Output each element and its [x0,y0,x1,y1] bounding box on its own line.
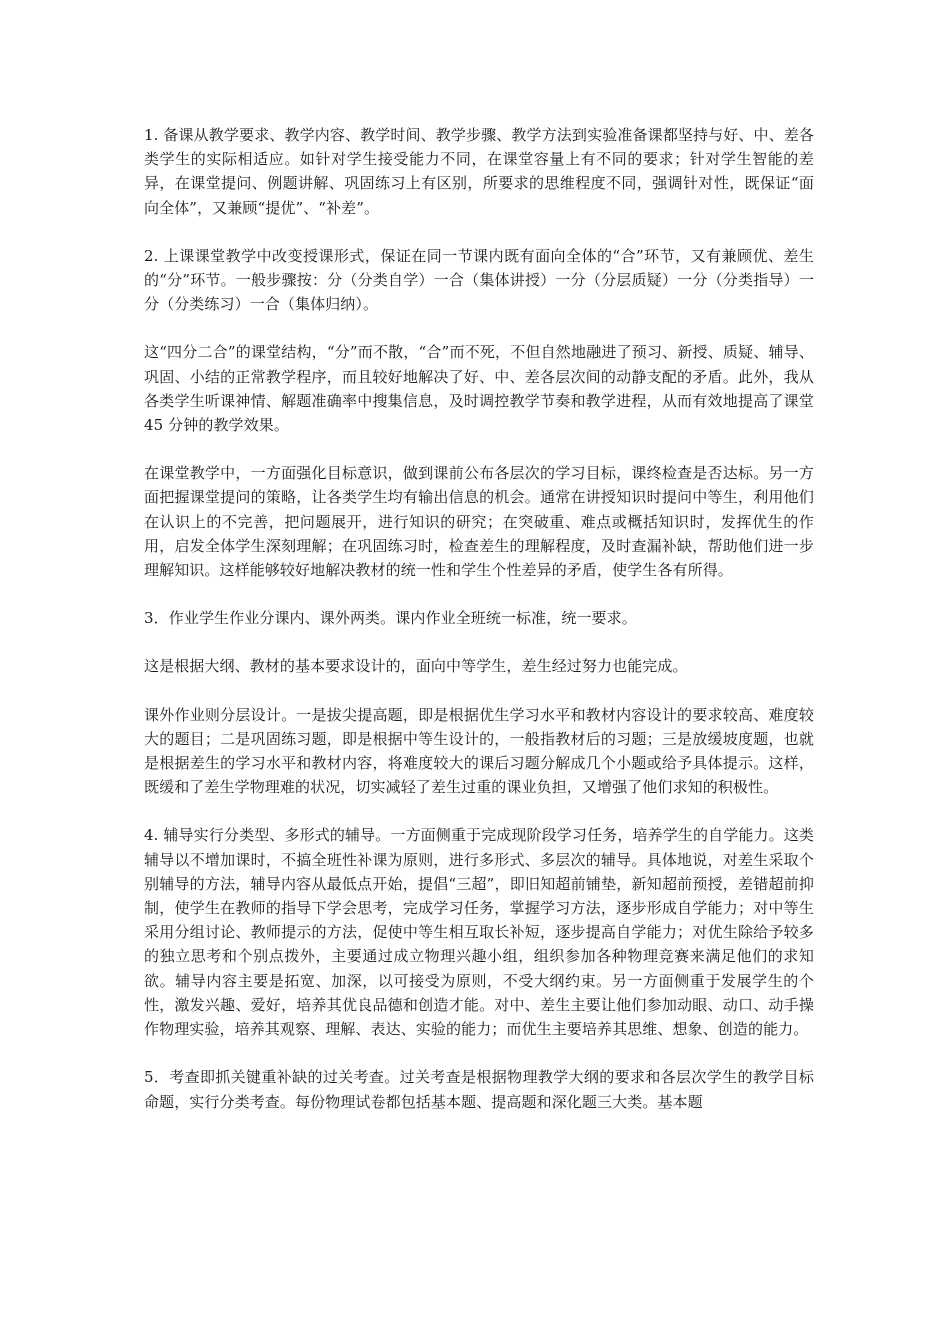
paragraph-layered-homework: 课外作业则分层设计。一是拔尖提高题，即是根据优生学习水平和教材内容设计的要求较高、难度较大的题目；二是巩固练习题，即是根据中等生设计的，一般指教材后的习题；三是放缓坡度题，也就是根据差生的学习水平和教材内容，将难度较大的课后习题分解成几个小题或给予具体提示。这样，既缓和了差生学物理难的状况，切实减轻了差生过重的课业负担，又增强了他们求知的积极性。 [144,705,814,797]
document-body [144,123,814,1138]
paragraph-class-structure: 这“四分二合”的课堂结构，“分”而不散，“合”而不死，不但自然地融进了预习、新授、质疑、辅导、巩固、小结的正常教学程序，而且较好地解决了好、中、差各层次间的动静支配的矛盾。此外，我从各类学生听课神情、解题准确率中搜集信息，及时调控教学节奏和教学进程，从而有效地提高了课堂 45 分钟的教学效果。 [144,343,814,435]
paragraph-homework: 3．作业学生作业分课内、课外两类。课内作业全班统一标准，统一要求。 [144,609,637,628]
paragraph-tutoring: 4. 辅导实行分类型、多形式的辅导。一方面侧重于完成现阶段学习任务，培养学生的自学能力。这类辅导以不增加课时，不搞全班性补课为原则，进行多形式、多层次的辅导。具体地说，对差生采取个别辅导的方法，辅导内容从最低点开始，提倡“三超”，即旧知超前铺垫，新知超前预授，差错超前抑制，使学生在教师的指导下学会思考，完成学习任务，掌握学习方法，逐步形成自学能力；对中等生采用分组讨论、教师提示的方法，促使中等生相互取长补短，逐步提高自学能力；对优生除给予较多的独立思考和个别点拨外，主要通过成立物理兴趣小组，组织参加各种物理竞赛来满足他们的求知欲。辅导内容主要是拓宽、加深，以可接受为原则，不受大纲约束。另一方面侧重于发展学生的个性，激发兴趣、爱好，培养其优良品德和创造才能。对中、差生主要让他们参加动眼、动口、动手操作物理实验，培养其观察、理解、表达、实验的能力；而优生主要培养其思维、想象、创造的能力。 [144,826,814,1039]
paragraph-questioning-strategy: 在课堂教学中，一方面强化目标意识，做到课前公布各层次的学习目标，课终检查是否达标。另一方面把握课堂提问的策略，让各类学生均有输出信息的机会。通常在讲授知识时提问中等生，利用他们在认识上的不完善，把问题展开，进行知识的研究；在突破重、难点或概括知识时，发挥优生的作用，启发全体学生深刻理解；在巩固练习时，检查差生的理解程度，及时查漏补缺，帮助他们进一步理解知识。这样能够较好地解决教材的统一性和学生个性差异的矛盾，使学生各有所得。 [144,464,814,580]
paragraph-lesson-preparation: 1. 备课从教学要求、教学内容、教学时间、教学步骤、教学方法到实验准备课都坚持与好、中、差各类学生的实际相适应。如针对学生接受能力不同，在课堂容量上有不同的要求；针对学生智能的差异，在课堂提问、例题讲解、巩固练习上有区别，所要求的思维程度不同，强调针对性，既保证“面向全体”，又兼顾“提优”、“补差”。 [144,126,814,217]
paragraph-assessment: 5．考查即抓关键重补缺的过关考查。过关考查是根据物理教学大纲的要求和各层次学生的教学目标命题，实行分类考查。每份物理试卷都包括基本题、提高题和深化题三大类。基本题 [144,1068,814,1111]
paragraph-homework-basis: 这是根据大纲、教材的基本要求设计的，面向中等学生，差生经过努力也能完成。 [144,657,688,676]
paragraph-classroom-teaching: 2. 上课课堂教学中改变授课形式，保证在同一节课内既有面向全体的“合”环节，又有兼顾优、差生的“分”环节。一般步骤按：分（分类自学）一合（集体讲授）一分（分层质疑）一分（分类指导）一分（分类练习）一合（集体归纳）。 [144,246,814,314]
